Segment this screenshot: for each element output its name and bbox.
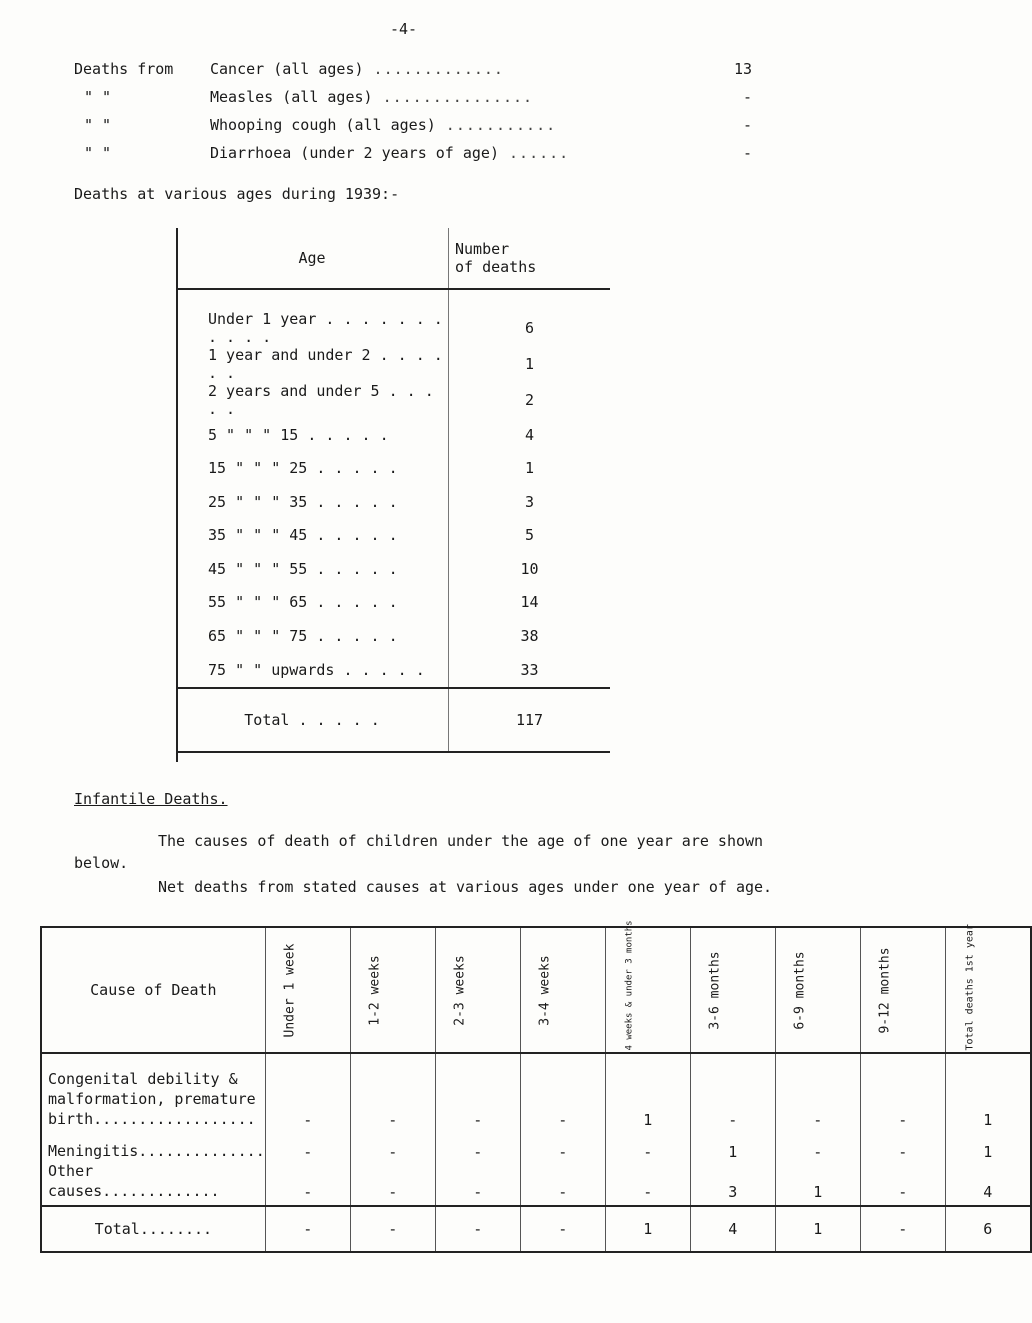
column-header-label: Total deaths 1st year [964, 923, 976, 1050]
total-label: Total........ [41, 1206, 265, 1252]
total-cell: 1 [775, 1206, 860, 1252]
column-header [775, 927, 860, 1053]
column-header-label: Under 1 week [282, 943, 298, 1037]
count-cell: 10 [520, 559, 539, 578]
column-header [435, 927, 520, 1053]
column-header [860, 927, 945, 1053]
total-cell: - [350, 1206, 435, 1252]
cell: 3 [690, 1161, 775, 1206]
cell: - [350, 1053, 435, 1133]
count-cell: 1 [524, 355, 535, 373]
age-column-header: Age [176, 228, 449, 289]
age-cell: 1 year and under 2 . . . . . . [176, 346, 449, 382]
total-cell: - [860, 1206, 945, 1252]
cell: - [775, 1053, 860, 1133]
table-row [176, 586, 610, 620]
paragraph-net-deaths: Net deaths from stated causes at various ages under one year of age. [158, 878, 773, 896]
table-row [176, 619, 610, 653]
total-cell: 1 [605, 1206, 690, 1252]
column-header [350, 927, 435, 1053]
count-cell: 14 [520, 593, 539, 612]
cause-line-diarrhoea [74, 142, 774, 170]
number-column-header [449, 228, 611, 289]
cause-column-header: Cause of Death [41, 927, 265, 1053]
table-row [176, 552, 610, 586]
cell: - [860, 1161, 945, 1206]
table-row [176, 346, 610, 382]
cause-label: Cancer (all ages) ............. [210, 60, 504, 78]
cell: - [605, 1161, 690, 1206]
table-row [41, 1133, 1031, 1161]
cell: - [265, 1053, 350, 1133]
age-cell: 75 " " upwards . . . . . [176, 653, 449, 688]
cause-line-measles [74, 86, 774, 114]
cell: 1 [775, 1161, 860, 1206]
number-header-line2: of deaths [455, 258, 537, 276]
cell: - [435, 1161, 520, 1206]
infantile-deaths-title: Infantile Deaths. [74, 790, 228, 808]
age-cell: Under 1 year . . . . . . . . . . . [176, 310, 449, 346]
cell: - [775, 1133, 860, 1161]
count-cell: 6 [524, 319, 535, 337]
total-cell: - [265, 1206, 350, 1252]
page-number: -4- [390, 20, 418, 38]
column-header-label: 9-12 months [877, 946, 893, 1034]
column-header-label: 3-4 weeks [537, 954, 553, 1026]
count-cell: 4 [524, 425, 535, 444]
cell: - [265, 1133, 350, 1161]
total-value: 117 [449, 688, 611, 752]
count-cell: 38 [520, 626, 539, 645]
cell: 1 [605, 1053, 690, 1133]
cell: - [435, 1133, 520, 1161]
cause-lead: " " [84, 88, 112, 106]
age-cell: 25 " " " 35 . . . . . [176, 485, 449, 519]
table-row [176, 519, 610, 553]
cell: - [690, 1053, 775, 1133]
table-row [176, 452, 610, 486]
infant-deaths-table [40, 919, 1032, 1253]
spacer [449, 289, 611, 310]
total-label: Total . . . . . [176, 688, 449, 752]
cause-value: - [742, 116, 752, 134]
cause-value: - [742, 88, 752, 106]
count-cell: 5 [524, 526, 535, 545]
count-cell: 33 [449, 653, 611, 688]
age-cell: 65 " " " 75 . . . . . [176, 619, 449, 653]
cause-lead: " " [84, 144, 112, 162]
column-header-label: 3-6 months [707, 950, 723, 1030]
cell: - [265, 1161, 350, 1206]
column-header-label: 1-2 weeks [367, 954, 383, 1026]
column-header-label: 2-3 weeks [452, 954, 468, 1026]
ages-heading: Deaths at various ages during 1939:- [74, 185, 400, 203]
count-cell: 3 [524, 492, 535, 511]
cell: - [350, 1133, 435, 1161]
table-row [41, 1053, 1031, 1133]
table-row [41, 1161, 1031, 1206]
column-header-label: 6-9 months [792, 950, 808, 1030]
cause-label: Meningitis.............. [41, 1133, 265, 1161]
cause-label: Other causes............. [41, 1161, 265, 1206]
total-row [41, 1206, 1031, 1252]
number-header-line1: Number [455, 240, 510, 258]
cause-value: - [742, 144, 752, 162]
spacer [176, 289, 449, 310]
column-header [945, 923, 1031, 1053]
table-row [176, 382, 610, 418]
count-cell: 1 [524, 459, 535, 478]
table-row [176, 653, 610, 688]
age-cell: 15 " " " 25 . . . . . [176, 452, 449, 486]
cell: - [350, 1161, 435, 1206]
cell: - [860, 1133, 945, 1161]
cause-value: 13 [733, 60, 752, 78]
cell: 4 [983, 1183, 993, 1201]
cell: - [860, 1053, 945, 1133]
total-cell: - [435, 1206, 520, 1252]
cell: 1 [983, 1111, 993, 1129]
total-cell: 6 [945, 1206, 1031, 1252]
cell: - [520, 1053, 605, 1133]
cell: - [520, 1161, 605, 1206]
cell: - [435, 1053, 520, 1133]
cell: 1 [983, 1143, 993, 1161]
cause-summary [74, 58, 774, 170]
total-row [176, 688, 610, 752]
table-row [176, 418, 610, 452]
age-cell: 35 " " " 45 . . . . . [176, 519, 449, 553]
table-row [176, 485, 610, 519]
paragraph-causes: The causes of death of children under the age of one year are shown below. [74, 832, 764, 872]
total-cell: - [520, 1206, 605, 1252]
cell: - [605, 1133, 690, 1161]
table-row [176, 310, 610, 346]
column-header [520, 927, 605, 1053]
cause-line-cancer [74, 58, 774, 86]
cause-lead: Deaths from [74, 60, 174, 78]
cause-line-whooping-cough [74, 114, 774, 142]
cell: 1 [690, 1133, 775, 1161]
column-header [690, 927, 775, 1053]
age-cell: 45 " " " 55 . . . . . [176, 552, 449, 586]
age-deaths-table [176, 228, 610, 753]
cause-label: Measles (all ages) ............... [210, 88, 534, 106]
cell: - [520, 1133, 605, 1161]
column-header-label: 4 weeks & under 3 months [624, 919, 635, 1050]
column-header [265, 927, 350, 1053]
cause-label: Diarrhoea (under 2 years of age) ...... [210, 144, 570, 162]
column-header [605, 919, 690, 1053]
cause-label: Congenital debility & malformation, premature birth.................. [41, 1053, 265, 1133]
cause-label: Whooping cough (all ages) ........... [210, 116, 557, 134]
total-cell: 4 [690, 1206, 775, 1252]
age-cell: 5 " " " 15 . . . . . [176, 418, 449, 452]
count-cell: 2 [524, 391, 535, 409]
cause-lead: " " [84, 116, 112, 134]
age-cell: 2 years and under 5 . . . . . [176, 382, 449, 418]
age-cell: 55 " " " 65 . . . . . [176, 586, 449, 620]
